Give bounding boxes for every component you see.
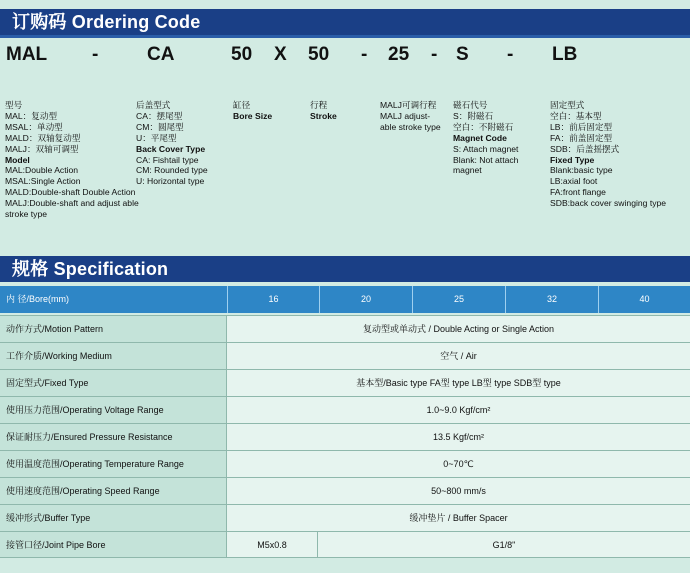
table-row: [0, 450, 690, 477]
col-line: 行程: [310, 100, 328, 110]
col-line: 缸径: [233, 100, 251, 110]
col-line: 后盖型式: [136, 100, 171, 110]
table-row: [0, 315, 690, 342]
code-fixed: LB: [552, 44, 578, 65]
col-line: MSAL:Single Action: [5, 176, 81, 187]
magnet-column: [453, 100, 518, 176]
specification-banner: [0, 256, 690, 282]
code-stroke: 50: [308, 44, 330, 65]
code-bore: 50: [231, 44, 253, 65]
col-line: MALJ：双轴可调型: [5, 143, 79, 154]
banner-divider: [0, 35, 690, 38]
row-label: 使用温度范围/Operating Temperature Range: [0, 451, 227, 477]
col-line: MSAL：单动型: [5, 121, 63, 132]
table-bottom-border: [0, 557, 690, 558]
row-value: 空气 / Air: [227, 343, 690, 369]
row-value-large-bore: G1/8": [318, 532, 690, 558]
col-line: S: Attach magnet: [453, 143, 519, 154]
table-header-row: [0, 286, 690, 313]
col-line: CA: Fishtail type: [136, 154, 199, 165]
row-value: 0~70℃: [227, 451, 690, 477]
col-line: CA：摆尾型: [136, 110, 183, 121]
col-line: able stroke type: [380, 121, 441, 132]
col-line: Magnet Code: [453, 132, 507, 143]
back-cover-column: [136, 100, 208, 187]
code-x: X: [274, 44, 287, 65]
table-row: [0, 477, 690, 504]
col-line: CM：圆尾型: [136, 121, 184, 132]
bore-25: 25: [412, 286, 505, 313]
col-line: Back Cover Type: [136, 143, 206, 154]
fixed-type-column: [550, 100, 666, 209]
code-model: MAL: [6, 44, 48, 65]
col-line: MALD：双轴复动型: [5, 132, 81, 143]
col-line: Blank: Not attach: [453, 154, 519, 165]
row-label: 工作介质/Working Medium: [0, 343, 227, 369]
col-line: S：附磁石: [453, 110, 494, 121]
col-line: Fixed Type: [550, 154, 595, 165]
row-value: 1.0~9.0 Kgf/cm²: [227, 397, 690, 423]
col-line: SDB:back cover swinging type: [550, 198, 667, 209]
col-line: U：平尾型: [136, 132, 177, 143]
stroke-column: [310, 100, 337, 122]
col-line: U: Horizontal type: [136, 176, 205, 187]
code-dash: -: [507, 44, 514, 65]
col-line: FA：前盖固定型: [550, 132, 613, 143]
row-label: 动作方式/Motion Pattern: [0, 316, 227, 342]
row-value: 50~800 mm/s: [227, 478, 690, 504]
row-label: 接管口径/Joint Pipe Bore: [0, 532, 227, 558]
col-line: magnet: [453, 165, 482, 176]
code-dash: -: [92, 44, 99, 65]
bore-40: 40: [598, 286, 690, 313]
col-line: 磁石代号: [453, 100, 488, 110]
col-line: LB:axial foot: [550, 176, 598, 187]
col-line: 型号: [5, 100, 23, 110]
row-label: 缓冲形式/Buffer Type: [0, 505, 227, 531]
row-label: 保证耐压力/Ensured Pressure Resistance: [0, 424, 227, 450]
row-label: 使用速度范围/Operating Speed Range: [0, 478, 227, 504]
row-label: 使用压力范围/Operating Voltage Range: [0, 397, 227, 423]
col-line: LB：前后固定型: [550, 121, 613, 132]
table-row: [0, 369, 690, 396]
col-line: CM: Rounded type: [136, 165, 208, 176]
col-line: MAL:Double Action: [5, 165, 79, 176]
row-value: 缓冲垫片 / Buffer Spacer: [227, 505, 690, 531]
table-row: [0, 342, 690, 369]
col-line: 空白：不附磁石: [453, 121, 514, 132]
bore-header-label: 内 径/Bore(mm): [6, 294, 70, 304]
code-adjust: 25: [388, 44, 410, 65]
col-line: MALJ可调行程: [380, 100, 437, 110]
col-line: MALD:Double-shaft Double Action: [5, 187, 136, 198]
code-dash: -: [361, 44, 368, 65]
bore-32: 32: [505, 286, 598, 313]
row-value-small-bore: M5x0.8: [227, 532, 318, 558]
col-line: SDB：后盖摇摆式: [550, 143, 620, 154]
table-row: [0, 396, 690, 423]
code-back-cover: CA: [147, 44, 175, 65]
col-line: stroke type: [5, 209, 48, 220]
col-line: Model: [5, 154, 30, 165]
col-line: FA:front flange: [550, 187, 606, 198]
row-value: 基本型/Basic type FA型 type LB型 type SDB型 type: [227, 370, 690, 396]
table-row: [0, 423, 690, 450]
col-line: 空白：基本型: [550, 110, 602, 121]
col-line: Bore Size: [233, 110, 273, 121]
table-row: [0, 531, 690, 558]
model-column: [5, 100, 139, 220]
code-magnet: S: [456, 44, 469, 65]
row-value: 13.5 Kgf/cm²: [227, 424, 690, 450]
row-label: 固定型式/Fixed Type: [0, 370, 227, 396]
table-row: [0, 504, 690, 531]
col-line: MALJ adjust-: [380, 110, 431, 121]
col-line: MALJ:Double-shaft and adjust able: [5, 198, 139, 209]
row-value: 复动型或单动式 / Double Acting or Single Action: [227, 316, 690, 342]
col-line: Blank:basic type: [550, 165, 613, 176]
ordering-code-banner: [0, 9, 690, 35]
col-line: 固定型式: [550, 100, 585, 110]
bore-16: 16: [227, 286, 319, 313]
specification-title: 规格 Specification: [12, 259, 169, 279]
col-line: Stroke: [310, 110, 337, 121]
bore-20: 20: [319, 286, 412, 313]
col-line: MAL：复动型: [5, 110, 58, 121]
adjust-column: [380, 100, 441, 133]
bore-column: [233, 100, 272, 122]
code-dash: -: [431, 44, 438, 65]
ordering-code-title: 订购码 Ordering Code: [12, 12, 201, 32]
